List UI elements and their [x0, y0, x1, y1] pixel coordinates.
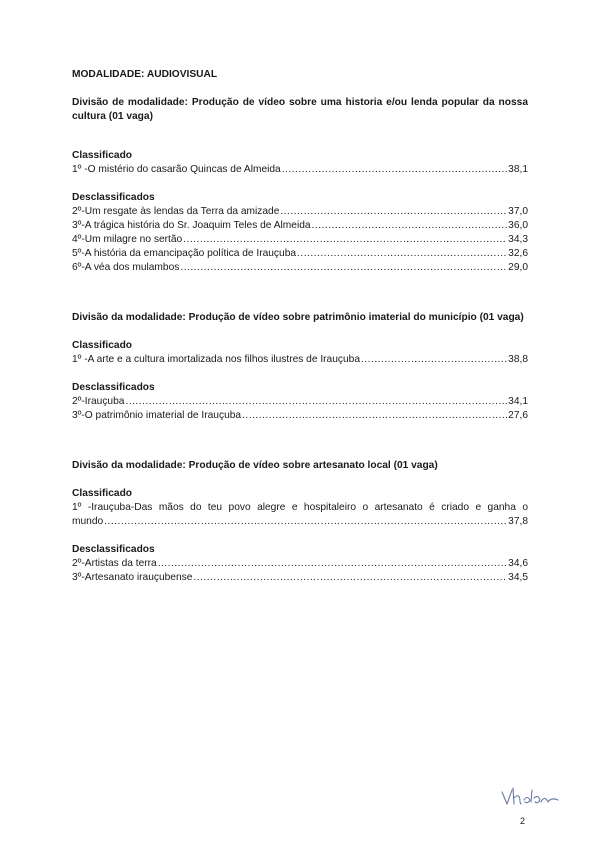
list-item: [72, 571, 528, 585]
entry-score: 29,0: [508, 262, 528, 273]
division-heading-crafts: Divisão da modalidade: Produção de vídeo sobre artesanato local (01 vaga): [72, 460, 438, 471]
declassified-label: Desclassificados: [72, 544, 155, 555]
entry-title: 4º-Um milagre no sertão: [72, 234, 183, 245]
entry-score: 38,1: [508, 164, 528, 175]
list-item: [72, 233, 528, 247]
dot-leader: [297, 247, 507, 261]
entry-title-line2: mundo: [72, 516, 104, 527]
entry-score: 37,0: [508, 206, 528, 217]
entry-title-line1: 1º -Irauçuba-Das mãos do teu povo alegre e hospitaleiro o artesanato é criado e ganha o: [72, 502, 528, 513]
dot-leader: [361, 353, 507, 367]
entry-score: 36,0: [508, 220, 528, 231]
entry-title: 3º-O patrimônio imaterial de Irauçuba: [72, 410, 242, 421]
entry-score: 34,1: [508, 396, 528, 407]
list-item: [72, 353, 528, 367]
entry-title: 2º-Artistas da terra: [72, 558, 157, 569]
entry-score: 34,3: [508, 234, 528, 245]
list-item: [72, 219, 528, 233]
dot-leader: [242, 409, 507, 423]
entry-score: 27,6: [508, 410, 528, 421]
list-item: [72, 395, 528, 409]
dot-leader: [280, 205, 507, 219]
entry-continuation: [72, 515, 528, 529]
declassified-label: Desclassificados: [72, 382, 155, 393]
division-heading-legend: Divisão de modalidade: Produção de vídeo sobre uma historia e/ou lenda popular da nossa cultura (01 vaga): [72, 97, 528, 122]
entry-title: 3º-Artesanato irauçubense: [72, 572, 193, 583]
signature-image: [498, 782, 562, 812]
list-item: [72, 557, 528, 571]
entry-title: 2º-Um resgate às lendas da Terra da amizade: [72, 206, 280, 217]
document-page: [72, 68, 528, 585]
entry-score: 37,8: [508, 516, 528, 527]
dot-leader: [193, 571, 507, 585]
dot-leader: [282, 163, 507, 177]
division-heading-heritage: Divisão da modalidade: Produção de vídeo sobre patrimônio imaterial do município (01 vaga): [72, 312, 524, 323]
modality-heading: MODALIDADE: AUDIOVISUAL: [72, 69, 218, 80]
entry-score: 34,5: [508, 572, 528, 583]
classified-label: Classificado: [72, 488, 133, 499]
entry-title: 6º-A véa dos mulambos: [72, 262, 180, 273]
entry-score: 32,6: [508, 248, 528, 259]
list-item: [72, 163, 528, 177]
entry-title: 1º -A arte e a cultura imortalizada nos filhos ilustres de Irauçuba: [72, 354, 360, 365]
dot-leader: [180, 261, 507, 275]
dot-leader: [312, 219, 508, 233]
list-item: [72, 409, 528, 423]
list-item: [72, 501, 528, 529]
list-item: [72, 205, 528, 219]
entry-score: 34,6: [508, 558, 528, 569]
entry-title: 3º-A trágica história do Sr. Joaquim Teles de Almeida: [72, 220, 311, 231]
list-item: [72, 261, 528, 275]
classified-label: Classificado: [72, 340, 133, 351]
dot-leader: [125, 395, 507, 409]
dot-leader: [158, 557, 507, 571]
page-number: 2: [520, 816, 526, 826]
entry-title: 5º-A história da emancipação política de Irauçuba: [72, 248, 297, 259]
entry-title: 1º -O mistério do casarão Quincas de Almeida: [72, 164, 281, 175]
list-item: [72, 247, 528, 261]
entry-score: 38,8: [508, 354, 528, 365]
classified-label: Classificado: [72, 150, 133, 161]
declassified-label: Desclassificados: [72, 192, 155, 203]
dot-leader: [104, 515, 507, 529]
dot-leader: [183, 233, 507, 247]
entry-title: 2º-Irauçuba: [72, 396, 125, 407]
